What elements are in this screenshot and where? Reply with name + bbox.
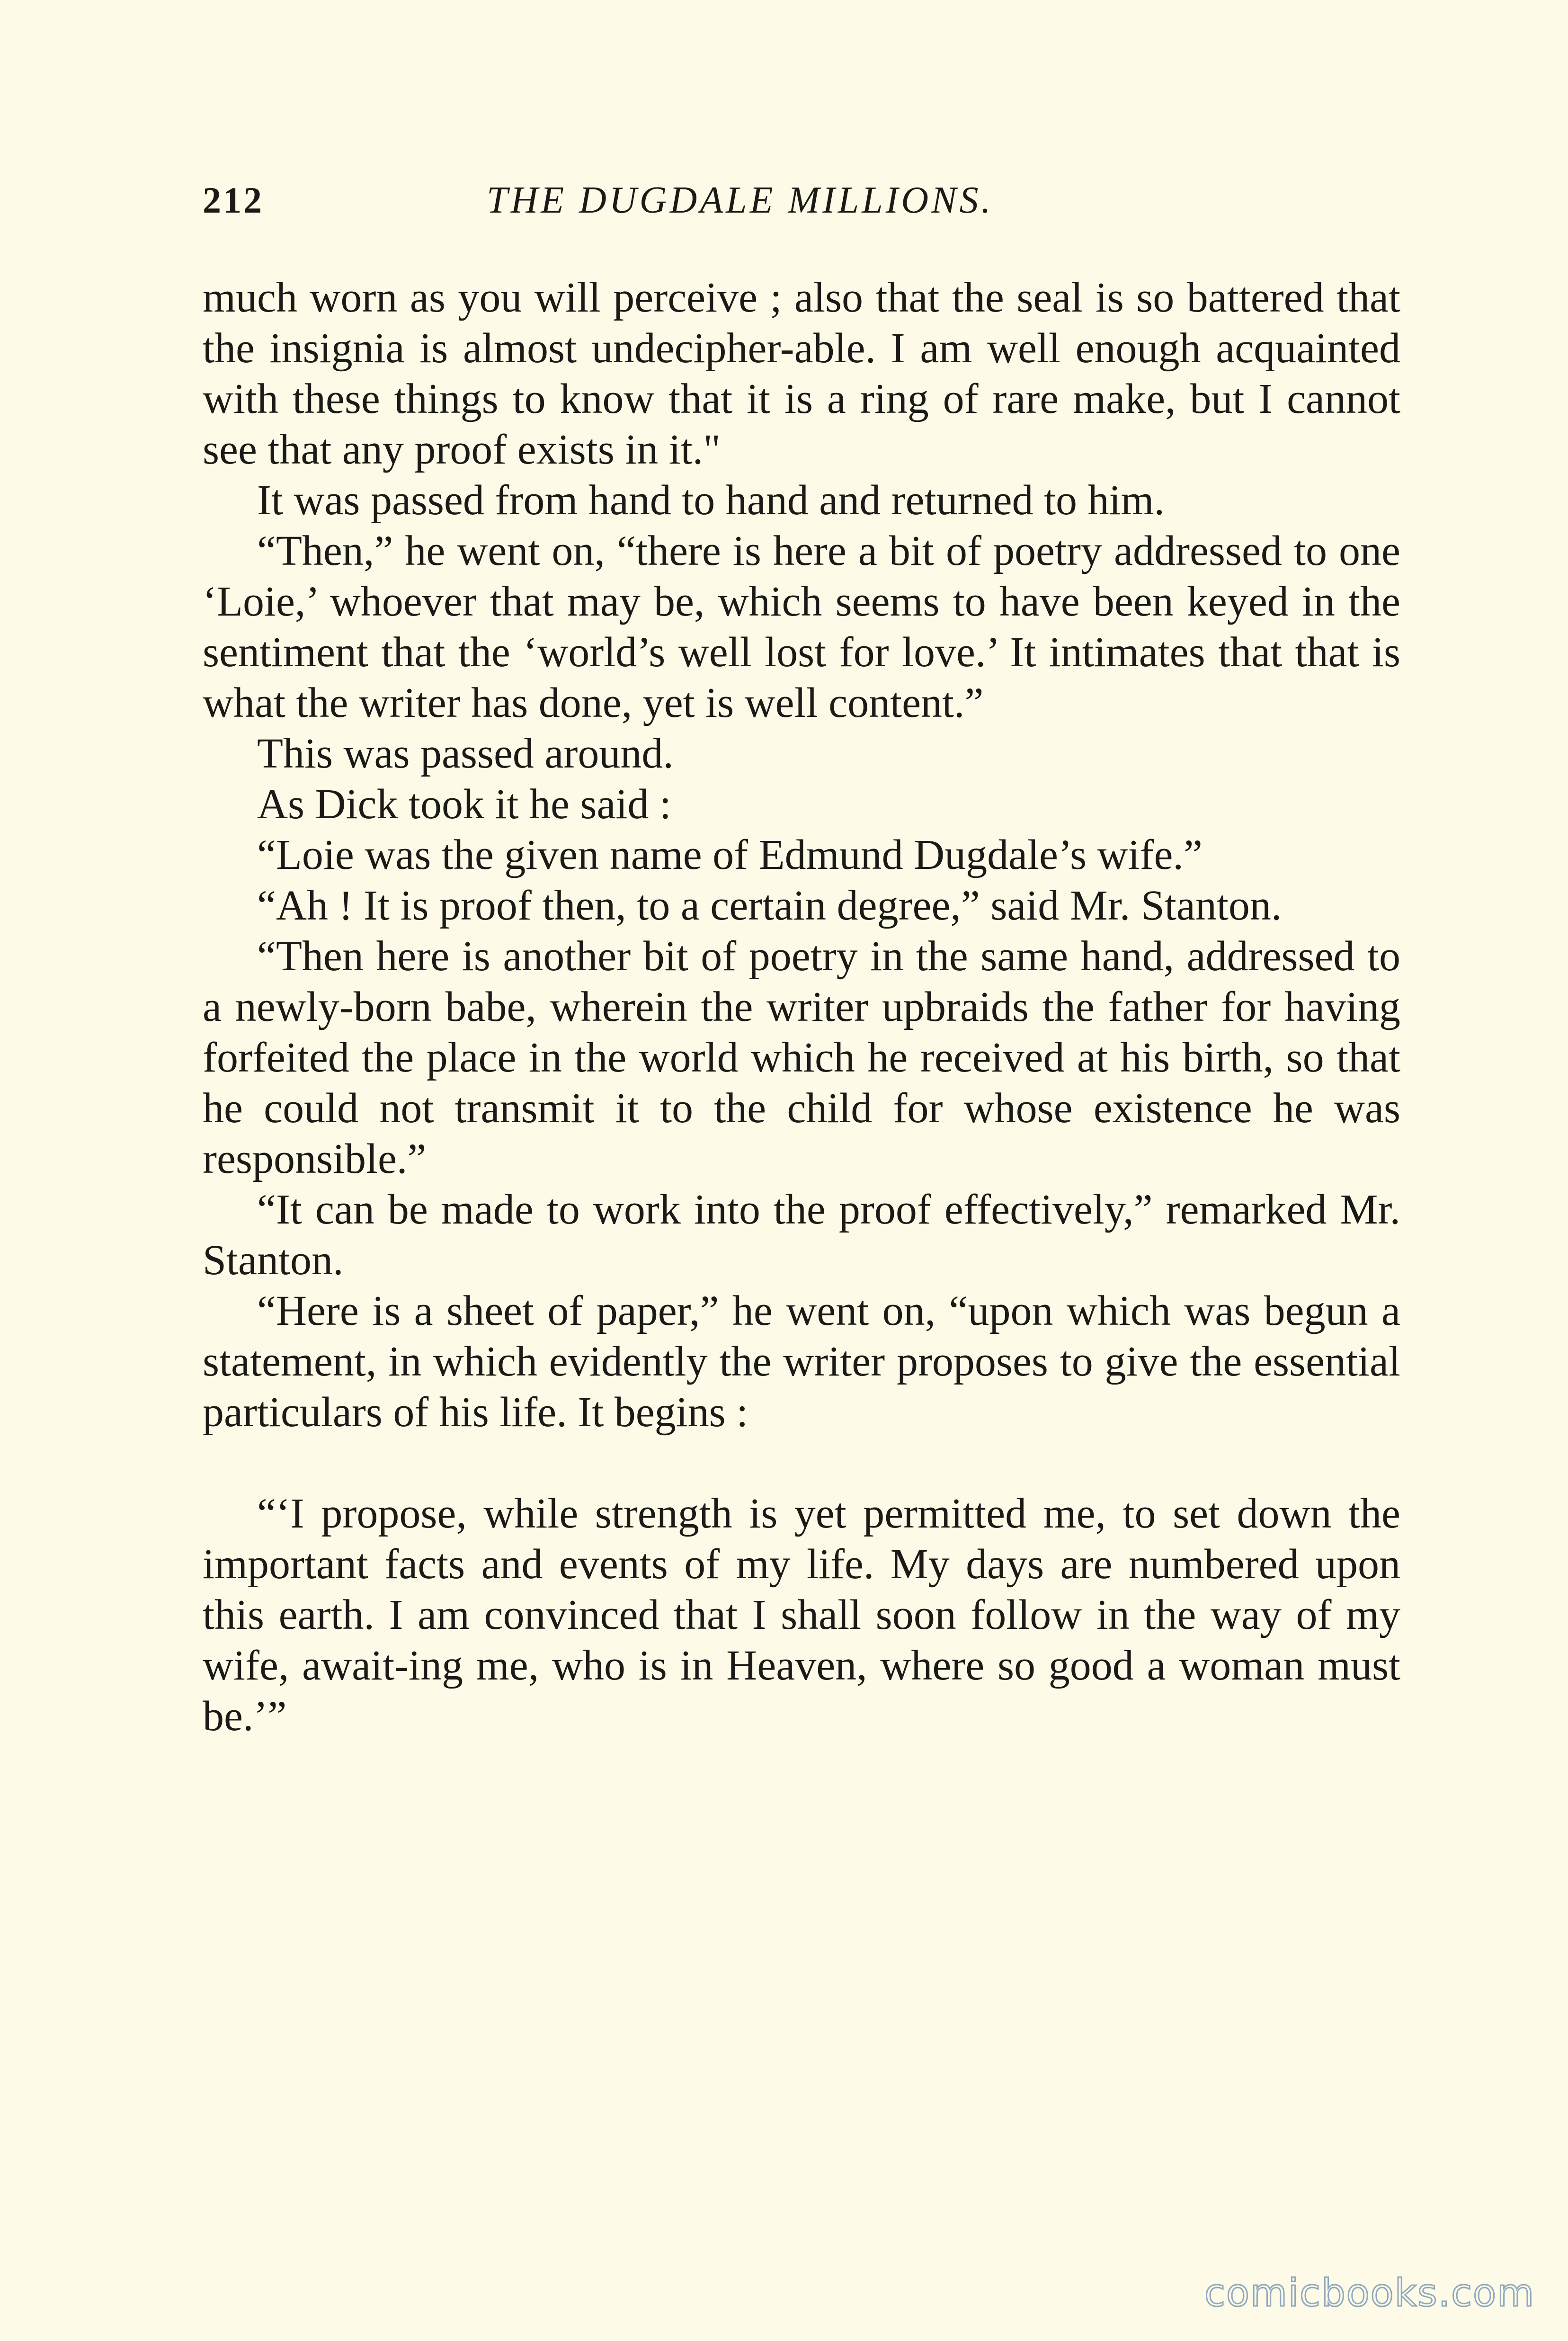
paragraph: “Here is a sheet of paper,” he went on, “upon which was begun a statement, in which evidently the writer proposes to give the essential particulars of his life. It begins : — [203, 1287, 1400, 1436]
quoted-statement: “‘I propose, while strength is yet permitted me, to set down the important facts and events of my life. My days are numbered upon this earth. I am convinced that I shall soon follow in the way of my wife, await-ing me, who is in Heaven, where so good a woman must be.’” — [203, 1490, 1400, 1740]
paragraph: “Loie was the given name of Edmund Dugdale’s wife.” — [257, 831, 1203, 878]
paragraph: “Then here is another bit of poetry in the same hand, addressed to a newly-born babe, wherein the writer upbraids the father for having forfeited the place in the world which he received at his birth, so that he could not transmit it to the child for whose existence he was responsible.” — [203, 933, 1400, 1182]
page-number: 212 — [203, 179, 264, 221]
paragraph: It was passed from hand to hand and returned to him. — [257, 477, 1165, 524]
paragraph: “It can be made to work into the proof effectively,” remarked Mr. Stanton. — [203, 1186, 1400, 1284]
paragraph: “Then,” he went on, “there is here a bit of poetry addressed to one ‘Loie,’ whoever that may be, which seems to have been keyed in the sentiment that the ‘world’s well lost for love.’ It intimates that that is what the writer has done, yet is well content.” — [203, 527, 1400, 726]
paragraph: This was passed around. — [257, 730, 674, 777]
paragraph: As Dick took it he said : — [257, 781, 671, 828]
running-title: THE DUGDALE MILLIONS. — [487, 179, 994, 221]
watermark: comicbooks.com — [1204, 2271, 1535, 2315]
paragraph: much worn as you will perceive ; also that the seal is so battered that the insignia is almost undecipher-able. I am well enough acquainted with these things to know that it is a ring of rare make, but I cannot see that any proof exists in it." — [203, 274, 1400, 473]
body-text — [203, 272, 1400, 1742]
paragraph: “Ah ! It is proof then, to a certain degree,” said Mr. Stanton. — [257, 882, 1282, 929]
page-header — [203, 179, 1400, 231]
